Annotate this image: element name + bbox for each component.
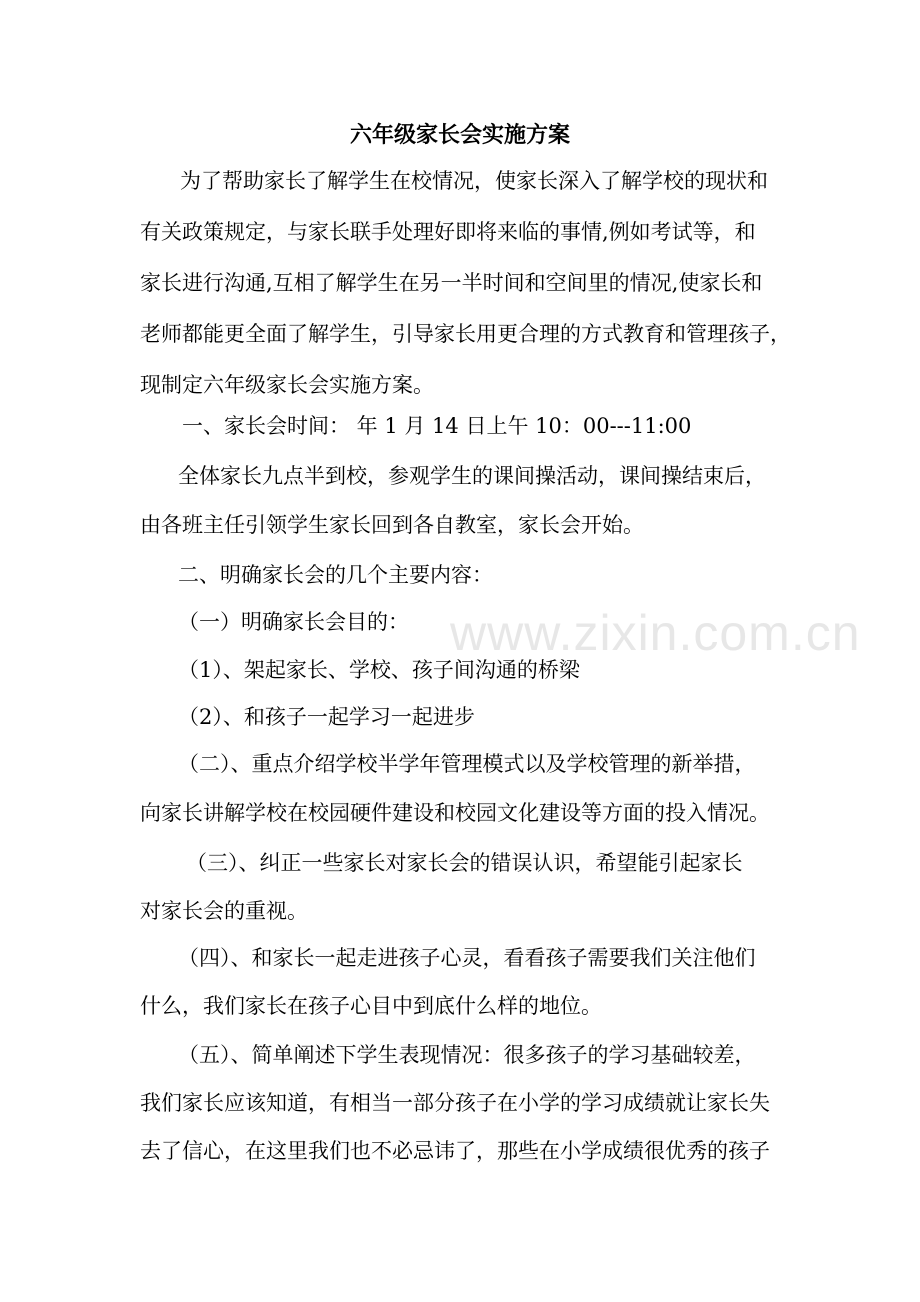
paragraph-line: 老师都能更全面了解学生，引导家长用更合理的方式教育和管理孩子， [140, 322, 791, 346]
section-heading: 一、家长会时间： 年 1 月 14 日上午 10：00---11:00 [182, 414, 692, 438]
paragraph-line: （二）、重点介绍学校半学年管理模式以及学校管理的新举措， [178, 752, 756, 776]
section-heading: 二、明确家长会的几个主要内容： [178, 563, 493, 587]
document-title: 六年级家长会实施方案 [349, 122, 570, 148]
paragraph-line: 现制定六年级家长会实施方案。 [140, 373, 434, 397]
paragraph-line: 由各班主任引领学生家长回到各自教室，家长会开始。 [140, 513, 644, 537]
list-item: （1）、架起家长、学校、孩子间沟通的桥梁 [178, 658, 580, 682]
paragraph-line: 有关政策规定，与家长联手处理好即将来临的事情,例如考试等，和 [140, 220, 756, 244]
subsection-heading: （一）明确家长会目的： [178, 610, 409, 634]
paragraph-line: 我们家长应该知道，有相当一部分孩子在小学的学习成绩就让家长失 [140, 1091, 770, 1115]
watermark: www.zixin.com.cn [450, 605, 861, 661]
paragraph-line: （四）、和家长一起走进孩子心灵，看看孩子需要我们关注他们 [178, 946, 756, 970]
paragraph-line: 去了信心，在这里我们也不必忌讳了，那些在小学成绩很优秀的孩子 [140, 1139, 770, 1163]
paragraph-line: 全体家长九点半到校，参观学生的课间操活动，课间操结束后， [178, 464, 766, 488]
paragraph-line: 什么，我们家长在孩子心目中到底什么样的地位。 [140, 994, 602, 1018]
paragraph-line: 家长进行沟通,互相了解学生在另一半时间和空间里的情况,使家长和 [140, 271, 763, 295]
paragraph-line: 向家长讲解学校在校园硬件建设和校园文化建设等方面的投入情况。 [140, 801, 770, 825]
paragraph-line: （三）、纠正一些家长对家长会的错误认识，希望能引起家长 [186, 851, 743, 875]
paragraph-line: 对家长会的重视。 [140, 899, 308, 923]
paragraph-line: 为了帮助家长了解学生在校情况，使家长深入了解学校的现状和 [180, 169, 768, 193]
list-item: （2）、和孩子一起学习一起进步 [178, 705, 475, 729]
paragraph-line: （五）、简单阐述下学生表现情况：很多孩子的学习基础较差， [178, 1043, 756, 1067]
